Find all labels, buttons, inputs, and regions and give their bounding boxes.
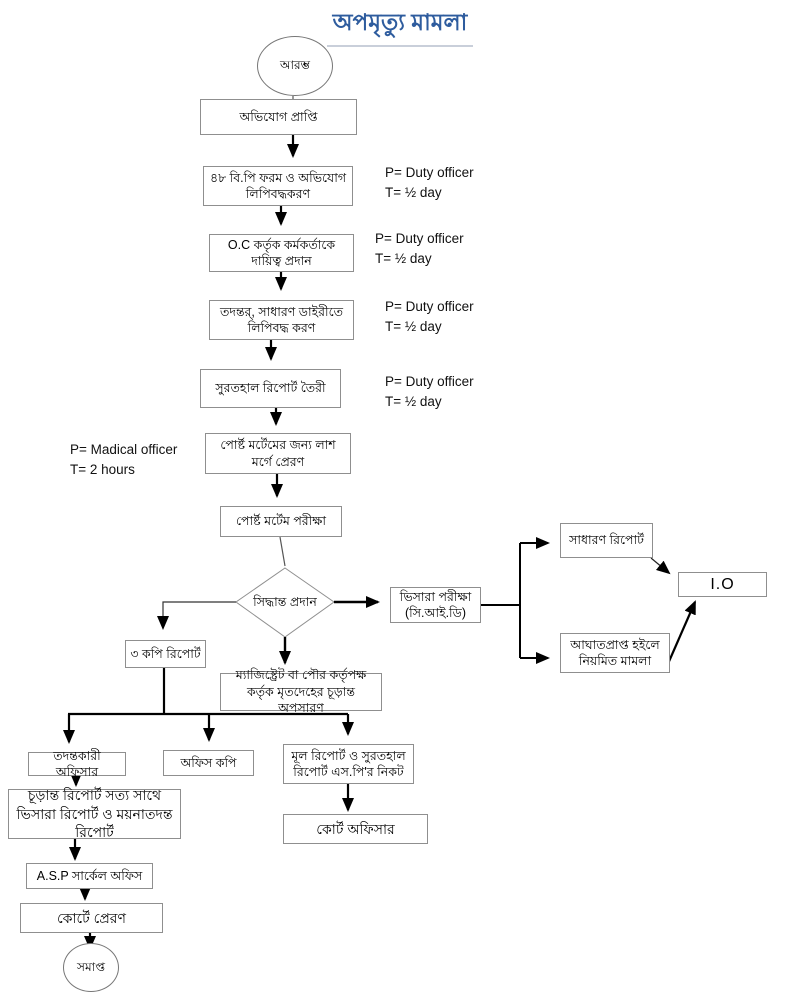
node-oc-assigns-duty: O.C কর্তৃক কর্মকর্তাকে দায়িত্ব প্রদান <box>209 234 354 272</box>
node-postmortem-exam: পোর্ষ্ট মর্টেম পরীক্ষা <box>220 506 342 537</box>
annotation-duty-officer-2 <box>375 229 464 270</box>
node-final-report-with-viscera: চূড়ান্ত রিপোর্ট সত্য সাথে ভিসারা রিপোর্ট ও ময়নাতদন্ত রিপোর্ট <box>8 789 181 839</box>
annotation-line: T= 2 hours <box>70 462 135 478</box>
node-office-copy: অফিস কপি <box>163 750 254 776</box>
node-injured-regular-case: আঘাতপ্রাপ্ত হইলে নিয়মিত মামলা <box>560 633 670 673</box>
connector-postmortem-decision <box>280 537 285 566</box>
annotation-duty-officer-3 <box>385 297 474 338</box>
start-label: আরম্ভ <box>279 58 311 73</box>
arrow-injured-io <box>667 602 695 666</box>
node-three-copies-report: ৩ কপি রিপোর্ট <box>125 640 206 668</box>
annotation-line: P= Duty officer <box>385 374 474 389</box>
node-inquest-report: সুরতহাল রিপোর্ট তৈরী <box>200 369 341 408</box>
node-magistrate-final-removal: ম্যাজিষ্ট্রেট বা পৌর কর্তৃপক্ষ কর্তৃক মৃতদেহের চূড়ান্ত অপসারণ <box>220 673 382 711</box>
node-complaint-received: অভিযোগ প্রাপ্তি <box>200 99 357 135</box>
annotation-line: T= ½ day <box>375 251 432 267</box>
annotation-line: P= Duty officer <box>385 165 474 180</box>
end-terminator <box>63 943 119 992</box>
annotation-medical-officer <box>70 440 177 481</box>
annotation-line: P= Madical officer <box>70 442 178 457</box>
node-send-to-court: কোর্টে প্রেরণ <box>20 903 163 933</box>
decision-label: সিদ্ধান্ত প্রদান <box>253 594 317 609</box>
node-send-body-to-morgue: পোর্ষ্ট মর্টেমের জন্য লাশ মর্গে প্রেরণ <box>205 433 351 474</box>
start-terminator <box>257 36 333 96</box>
annotation-line: P= Duty officer <box>385 299 474 314</box>
annotation-duty-officer-4 <box>385 372 474 413</box>
node-viscera-exam-cid: ভিসারা পরীক্ষা (সি.আই.ডি) <box>390 587 481 623</box>
annotation-line: T= ½ day <box>385 319 442 335</box>
arrow-decision-threecopies <box>163 602 236 628</box>
node-general-diary-record: তদন্তর্, সাধারণ ডাইরীতে লিপিবদ্ধ করণ <box>209 300 354 340</box>
annotation-line: P= Duty officer <box>375 231 464 246</box>
page-title: অপমৃত্যু মামলা <box>327 4 474 47</box>
annotation-line: T= ½ day <box>385 394 442 410</box>
annotation-duty-officer-1 <box>385 163 474 204</box>
node-general-report: সাধারণ রিপোর্ট <box>560 523 653 558</box>
node-court-officer: কোর্ট অফিসার <box>283 814 428 844</box>
node-asp-circle-office: A.S.P সার্কেল অফিস <box>26 863 153 889</box>
annotation-line: T= ½ day <box>385 185 442 201</box>
node-investigating-officer: তদন্তকারী অফিসার <box>28 752 126 776</box>
arrow-generalreport-io <box>651 558 669 573</box>
end-label: সমাপ্ত <box>77 959 105 974</box>
node-bp-form-recording: ৪৮ বি.পি ফরম ও অভিযোগ লিপিবদ্ধকরণ <box>203 166 353 206</box>
node-main-report-to-sp: মূল রিপোর্ট ও সুরতহাল রিপোর্ট এস.পি'র নিকট <box>283 744 414 784</box>
node-io: I.O <box>678 572 767 597</box>
